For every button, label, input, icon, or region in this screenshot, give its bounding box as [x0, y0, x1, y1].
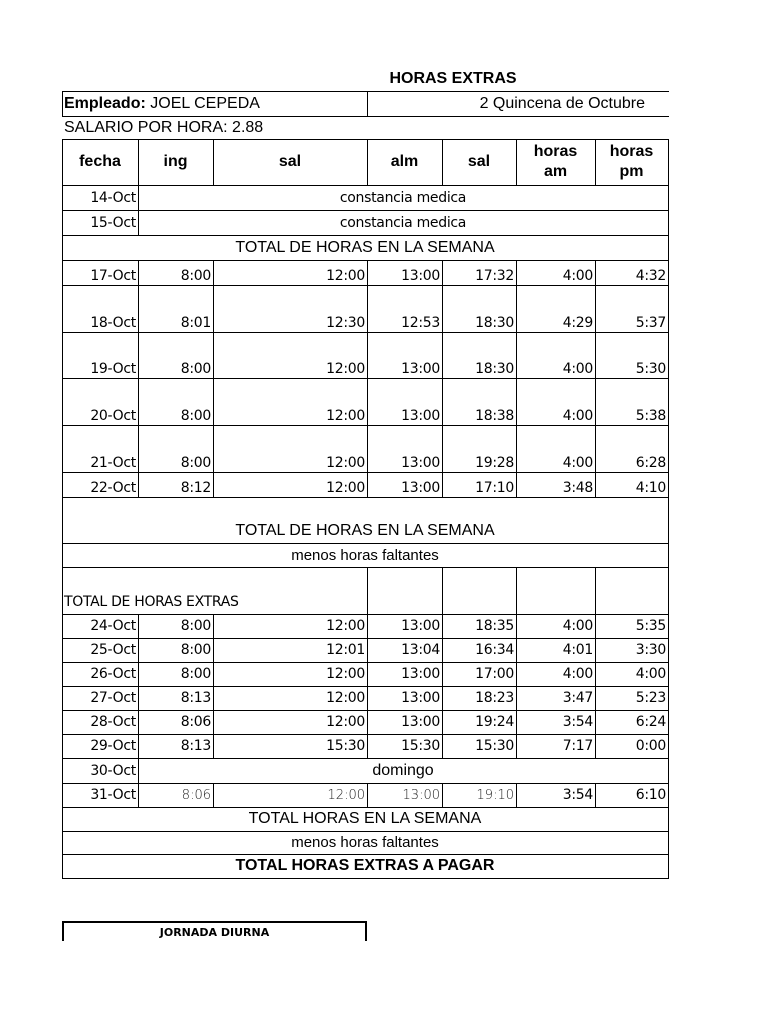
- pm-cell: 5:30: [635, 361, 666, 377]
- grid-hline: [62, 185, 669, 186]
- grid-vline: [516, 378, 517, 426]
- alm-cell: 13:04: [401, 642, 440, 658]
- sal-cell: 12:00: [326, 714, 365, 730]
- grid-vline: [367, 91, 368, 117]
- grid-vline: [442, 260, 443, 286]
- sal-cell: 12:00: [326, 666, 365, 682]
- ing-cell: 8:01: [180, 315, 211, 331]
- grid-vline: [62, 710, 63, 735]
- grid-vline: [62, 758, 63, 784]
- grid-vline: [442, 139, 443, 186]
- grid-hline: [62, 378, 669, 379]
- grid-vline: [367, 662, 368, 687]
- grid-vline: [367, 614, 368, 639]
- grand-total-label: TOTAL HORAS EXTRAS A PAGAR: [235, 857, 495, 874]
- grid-vline: [367, 425, 368, 473]
- grid-vline: [213, 734, 214, 759]
- grid-vline: [595, 472, 596, 498]
- grid-vline: [138, 614, 139, 639]
- am-cell: 4:00: [562, 455, 593, 471]
- fecha-cell: 17-Oct: [90, 268, 136, 284]
- grid-vline: [442, 710, 443, 735]
- grid-vline: [138, 662, 139, 687]
- sal-cell: 12:00: [326, 455, 365, 471]
- fecha-cell: 21-Oct: [90, 455, 136, 471]
- pm-cell: 5:37: [635, 315, 666, 331]
- grid-vline: [668, 185, 669, 211]
- header-sal: sal: [278, 153, 302, 170]
- grid-vline: [213, 638, 214, 663]
- grid-vline: [668, 638, 669, 663]
- alm-cell: 13:00: [401, 690, 440, 706]
- grid-vline: [213, 710, 214, 735]
- am-cell: 3:54: [562, 787, 593, 803]
- sal2-cell: 18:30: [475, 361, 514, 377]
- grid-vline: [62, 139, 63, 186]
- grid-hline: [62, 807, 669, 808]
- grid-vline: [138, 710, 139, 735]
- grid-vline: [442, 567, 443, 615]
- sal-cell: 12:30: [326, 315, 365, 331]
- ing-cell: 8:00: [180, 455, 211, 471]
- grid-vline: [442, 662, 443, 687]
- grid-vline: [62, 285, 63, 333]
- am-cell: 3:48: [562, 480, 593, 496]
- grid-vline: [213, 662, 214, 687]
- fecha-cell: 25-Oct: [90, 642, 136, 658]
- sal-cell: 12:00: [327, 787, 365, 803]
- grid-vline: [595, 139, 596, 186]
- grid-vline: [138, 378, 139, 426]
- fecha-cell: 14-Oct: [90, 189, 136, 206]
- pm-cell: 5:35: [635, 618, 666, 634]
- header-alm: alm: [390, 153, 419, 170]
- fecha-cell: 30-Oct: [90, 762, 136, 779]
- fecha-cell: 22-Oct: [90, 480, 136, 496]
- sal2-cell: 16:34: [475, 642, 514, 658]
- grid-vline: [668, 807, 669, 832]
- grid-vline: [516, 285, 517, 333]
- grid-vline: [367, 285, 368, 333]
- alm-cell: 13:00: [401, 618, 440, 634]
- grid-vline: [62, 734, 63, 759]
- grid-vline: [595, 734, 596, 759]
- grid-vline: [595, 710, 596, 735]
- ing-cell: 8:13: [180, 738, 211, 754]
- grid-vline: [62, 210, 63, 236]
- grid-vline: [62, 807, 63, 832]
- grid-vline: [138, 332, 139, 379]
- grid-hline: [62, 285, 669, 286]
- pm-cell: 5:38: [635, 408, 666, 424]
- grid-vline: [138, 734, 139, 759]
- fecha-cell: 29-Oct: [90, 738, 136, 754]
- grid-vline: [62, 543, 63, 568]
- grid-vline: [668, 332, 669, 379]
- grid-vline: [668, 614, 669, 639]
- grid-vline: [213, 332, 214, 379]
- grid-vline: [668, 425, 669, 473]
- grid-vline: [668, 235, 669, 261]
- grid-hline: [62, 638, 669, 639]
- pm-cell: 4:00: [635, 666, 666, 682]
- grid-vline: [516, 260, 517, 286]
- ing-cell: 8:06: [181, 787, 211, 803]
- grid-hline: [62, 686, 669, 687]
- header-horas-pm: horas pm: [609, 143, 654, 180]
- fecha-cell: 15-Oct: [90, 214, 136, 231]
- sal2-cell: 17:32: [475, 268, 514, 284]
- alm-cell: 13:00: [401, 455, 440, 471]
- header-fecha: fecha: [79, 153, 121, 170]
- grid-vline: [516, 686, 517, 711]
- grid-vline: [442, 686, 443, 711]
- grid-vline: [213, 260, 214, 286]
- grid-vline: [62, 497, 63, 544]
- alm-cell: 13:00: [401, 408, 440, 424]
- grid-vline: [62, 567, 63, 615]
- grid-hline: [62, 210, 669, 211]
- sal-cell: 15:30: [326, 738, 365, 754]
- grid-hline: [62, 235, 669, 236]
- grid-vline: [367, 734, 368, 759]
- grid-vline: [62, 686, 63, 711]
- grid-hline: [62, 543, 669, 544]
- grid-hline: [62, 332, 669, 333]
- pm-cell: 4:10: [635, 480, 666, 496]
- sal-cell: 12:00: [326, 361, 365, 377]
- grid-vline: [367, 378, 368, 426]
- jornada-label: JORNADA DIURNA: [159, 925, 270, 939]
- grid-vline: [668, 472, 669, 498]
- fecha-cell: 18-Oct: [90, 315, 136, 331]
- ing-cell: 8:00: [180, 268, 211, 284]
- pm-cell: 5:23: [635, 690, 666, 706]
- sal2-cell: 18:23: [475, 690, 514, 706]
- grid-vline: [442, 638, 443, 663]
- grid-vline: [62, 783, 63, 808]
- pm-cell: 6:28: [635, 455, 666, 471]
- grid-vline: [213, 139, 214, 186]
- grid-vline: [516, 139, 517, 186]
- am-cell: 7:17: [562, 738, 593, 754]
- grid-vline: [595, 783, 596, 808]
- sal-cell: 12:00: [326, 690, 365, 706]
- grid-vline: [668, 378, 669, 426]
- grid-vline: [595, 425, 596, 473]
- grid-vline: [442, 783, 443, 808]
- grid-vline: [138, 638, 139, 663]
- sal2-cell: 18:30: [475, 315, 514, 331]
- header-horas-am: horas am: [533, 143, 578, 180]
- grid-vline: [367, 260, 368, 286]
- grid-vline: [367, 783, 368, 808]
- grid-vline: [62, 260, 63, 286]
- grid-vline: [668, 139, 669, 186]
- grid-vline: [442, 614, 443, 639]
- alm-cell: 13:00: [401, 666, 440, 682]
- sal2-cell: 18:35: [475, 618, 514, 634]
- grid-vline: [138, 758, 139, 784]
- grid-vline: [213, 425, 214, 473]
- grid-hline: [62, 662, 669, 663]
- sal-cell: 12:00: [326, 618, 365, 634]
- am-cell: 4:01: [562, 642, 593, 658]
- period-label: 2 Quincena de Octubre: [479, 95, 645, 112]
- grid-vline: [668, 734, 669, 759]
- am-cell: 3:54: [562, 714, 593, 730]
- sal2-cell: 19:24: [475, 714, 514, 730]
- grid-vline: [516, 567, 517, 615]
- grid-vline: [516, 783, 517, 808]
- grid-vline: [213, 686, 214, 711]
- grid-vline: [442, 734, 443, 759]
- grid-vline: [595, 378, 596, 426]
- grid-hline: [62, 260, 669, 261]
- am-cell: 4:00: [562, 408, 593, 424]
- am-cell: 4:00: [562, 268, 593, 284]
- grid-vline: [668, 662, 669, 687]
- grid-vline: [668, 831, 669, 855]
- grid-vline: [442, 332, 443, 379]
- grid-vline: [138, 185, 139, 211]
- grid-vline: [62, 472, 63, 498]
- sal2-cell: 19:28: [475, 455, 514, 471]
- grid-vline: [595, 567, 596, 615]
- grid-vline: [668, 543, 669, 568]
- am-cell: 3:47: [562, 690, 593, 706]
- salary-label: SALARIO POR HORA: 2.88: [64, 119, 264, 136]
- fecha-cell: 31-Oct: [90, 787, 136, 803]
- fecha-cell: 19-Oct: [90, 361, 136, 377]
- menos3-horas-label: menos horas faltantes: [291, 834, 439, 851]
- am-cell: 4:00: [562, 618, 593, 634]
- grid-vline: [62, 425, 63, 473]
- grid-vline: [367, 710, 368, 735]
- grid-vline: [595, 285, 596, 333]
- header-sal2: sal: [467, 153, 491, 170]
- pm-cell: 3:30: [635, 642, 666, 658]
- grid-hline: [62, 783, 669, 784]
- grid-vline: [595, 332, 596, 379]
- grid-vline: [595, 614, 596, 639]
- grid-vline: [62, 185, 63, 211]
- am-cell: 4:29: [562, 315, 593, 331]
- header-ing: ing: [163, 153, 188, 170]
- grid-vline: [367, 332, 368, 379]
- grid-vline: [516, 734, 517, 759]
- grid-vline: [62, 235, 63, 261]
- grid-vline: [668, 758, 669, 784]
- grid-vline: [138, 260, 139, 286]
- employee-cell: [62, 92, 367, 116]
- ing-cell: 8:00: [180, 642, 211, 658]
- grid-vline: [595, 638, 596, 663]
- employee-name: JOEL CEPEDA: [150, 95, 260, 112]
- ing-cell: 8:00: [180, 618, 211, 634]
- ing-cell: 8:06: [180, 714, 211, 730]
- grid-vline: [213, 783, 214, 808]
- sal-cell: 12:00: [326, 480, 365, 496]
- grid-vline: [668, 497, 669, 544]
- grid-hline: [62, 91, 669, 92]
- grid-hline: [62, 831, 669, 832]
- grid-vline: [62, 638, 63, 663]
- grid-vline: [668, 285, 669, 333]
- total-extras-label: TOTAL DE HORAS EXTRAS: [64, 594, 239, 610]
- grid-vline: [138, 425, 139, 473]
- grid-vline: [213, 285, 214, 333]
- fecha-cell: 28-Oct: [90, 714, 136, 730]
- ing-cell: 8:00: [180, 666, 211, 682]
- grid-vline: [367, 638, 368, 663]
- grid-hline: [62, 614, 669, 615]
- ing-cell: 8:00: [180, 361, 211, 377]
- pm-cell: 4:32: [635, 268, 666, 284]
- grid-vline: [442, 378, 443, 426]
- grid-vline: [516, 710, 517, 735]
- am-cell: 4:00: [562, 666, 593, 682]
- grid-vline: [668, 210, 669, 236]
- grid-vline: [516, 332, 517, 379]
- grid-vline: [516, 425, 517, 473]
- alm-cell: 13:00: [401, 361, 440, 377]
- grid-vline: [213, 614, 214, 639]
- grid-vline: [138, 472, 139, 498]
- grid-hline: [62, 878, 669, 879]
- grid-vline: [516, 638, 517, 663]
- grid-vline: [138, 210, 139, 236]
- grid-vline: [213, 378, 214, 426]
- grid-vline: [62, 91, 63, 117]
- grid-vline: [367, 139, 368, 186]
- grid-hline: [62, 497, 669, 498]
- pm-cell: 0:00: [635, 738, 666, 754]
- grid-vline: [442, 472, 443, 498]
- grid-vline: [62, 831, 63, 855]
- grid-vline: [367, 567, 368, 615]
- ing-cell: 8:12: [180, 480, 211, 496]
- am-cell: 4:00: [562, 361, 593, 377]
- sal-cell: 12:00: [326, 408, 365, 424]
- sal2-cell: 19:10: [476, 787, 514, 803]
- ing-cell: 8:00: [180, 408, 211, 424]
- pm-cell: 6:10: [635, 787, 666, 803]
- note-cell: constancia medica: [339, 214, 467, 231]
- alm-cell: 12:53: [401, 315, 440, 331]
- alm-cell: 13:00: [402, 787, 440, 803]
- grid-vline: [516, 662, 517, 687]
- grid-vline: [668, 783, 669, 808]
- grid-hline: [62, 425, 669, 426]
- alm-cell: 13:00: [401, 268, 440, 284]
- grid-vline: [367, 472, 368, 498]
- fecha-cell: 26-Oct: [90, 666, 136, 682]
- grid-vline: [595, 662, 596, 687]
- grid-hline: [62, 567, 669, 568]
- grid-hline: [62, 116, 669, 117]
- fecha-cell: 27-Oct: [90, 690, 136, 706]
- grid-vline: [138, 783, 139, 808]
- grid-vline: [595, 686, 596, 711]
- fecha-cell: 20-Oct: [90, 408, 136, 424]
- grid-hline: [62, 758, 669, 759]
- alm-cell: 15:30: [401, 738, 440, 754]
- sal-cell: 12:01: [326, 642, 365, 658]
- sal2-cell: 17:00: [475, 666, 514, 682]
- grid-vline: [442, 425, 443, 473]
- grid-vline: [62, 332, 63, 379]
- grid-vline: [62, 378, 63, 426]
- sal-cell: 12:00: [326, 268, 365, 284]
- grid-vline: [62, 662, 63, 687]
- pm-cell: 6:24: [635, 714, 666, 730]
- grid-vline: [138, 686, 139, 711]
- week3-total-label: TOTAL HORAS EN LA SEMANA: [248, 810, 482, 827]
- grid-vline: [668, 854, 669, 879]
- grid-hline: [62, 139, 669, 140]
- alm-cell: 13:00: [401, 480, 440, 496]
- ing-cell: 8:13: [180, 690, 211, 706]
- sheet-title: HORAS EXTRAS: [389, 70, 517, 87]
- grid-vline: [668, 260, 669, 286]
- grid-vline: [367, 686, 368, 711]
- sunday-note: domingo: [372, 761, 434, 779]
- note-cell: constancia medica: [339, 189, 467, 206]
- grid-vline: [62, 854, 63, 879]
- grid-vline: [62, 614, 63, 639]
- grid-vline: [138, 285, 139, 333]
- grid-hline: [62, 854, 669, 855]
- grid-vline: [595, 260, 596, 286]
- grid-vline: [516, 472, 517, 498]
- grid-hline: [62, 472, 669, 473]
- menos-horas-label: menos horas faltantes: [291, 546, 439, 564]
- grid-vline: [668, 710, 669, 735]
- sal2-cell: 15:30: [475, 738, 514, 754]
- grid-vline: [213, 472, 214, 498]
- grid-vline: [668, 567, 669, 615]
- grid-vline: [516, 614, 517, 639]
- grid-vline: [668, 686, 669, 711]
- week-total-label: TOTAL DE HORAS EN LA SEMANA: [235, 238, 495, 256]
- fecha-cell: 24-Oct: [90, 618, 136, 634]
- grid-vline: [138, 139, 139, 186]
- week2-total-label: TOTAL DE HORAS EN LA SEMANA: [235, 522, 495, 539]
- employee-label: Empleado:: [64, 95, 146, 112]
- sal2-cell: 18:38: [475, 408, 514, 424]
- sal2-cell: 17:10: [475, 480, 514, 496]
- grid-hline: [62, 734, 669, 735]
- grid-hline: [62, 710, 669, 711]
- grid-vline: [442, 285, 443, 333]
- alm-cell: 13:00: [401, 714, 440, 730]
